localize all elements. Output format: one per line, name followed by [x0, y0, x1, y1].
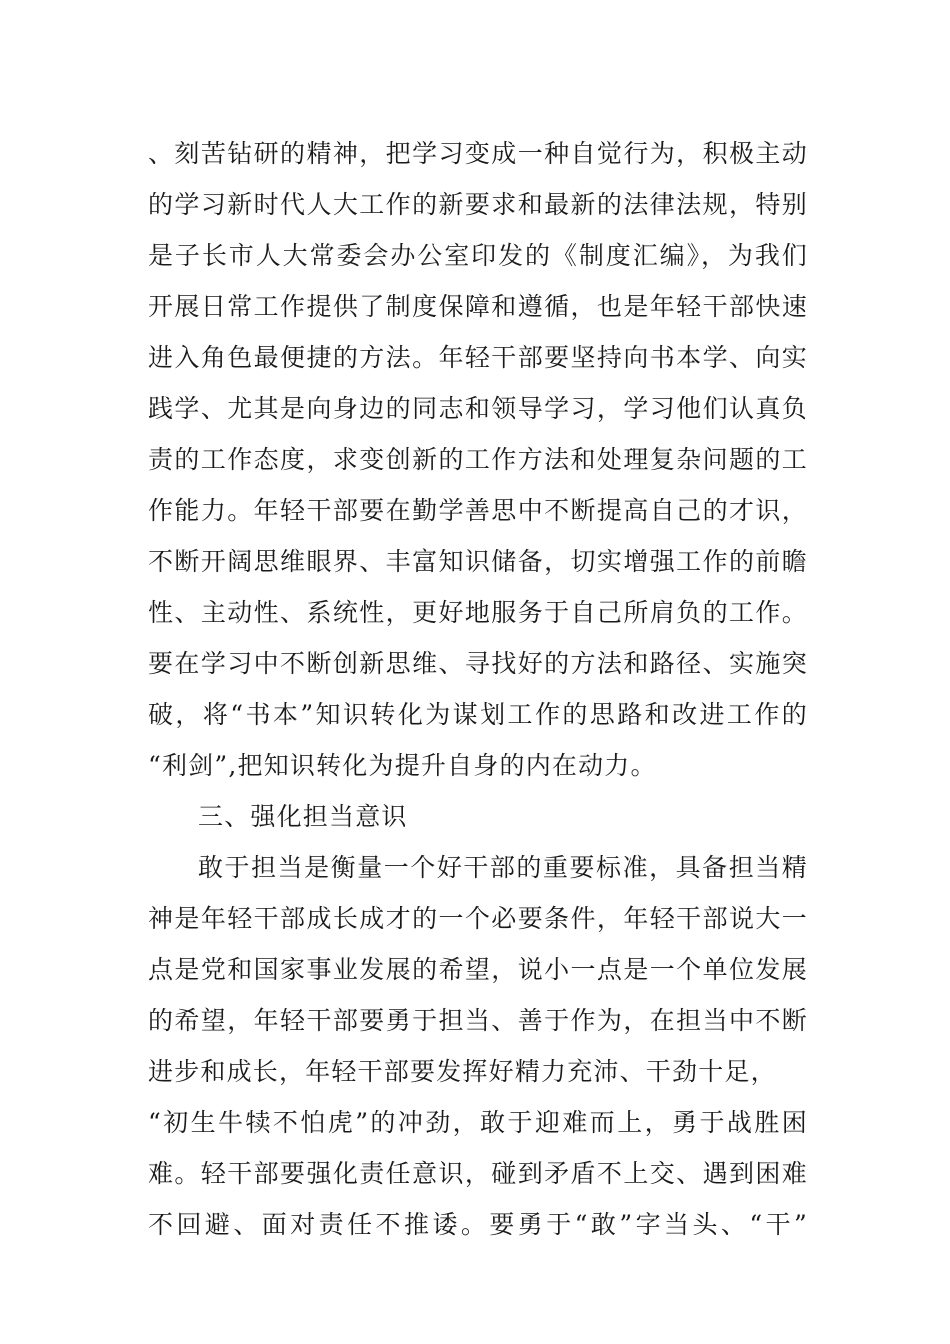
- paragraph-line: 难。轻干部要强化责任意识，碰到矛盾不上交、遇到困难: [148, 1159, 808, 1188]
- paragraph-line: 、刻苦钻研的精神，把学习变成一种自觉行为，积极主动: [148, 139, 808, 168]
- section-heading: 三、强化担当意识: [198, 802, 408, 831]
- paragraph-line: 的学习新时代人大工作的新要求和最新的法律法规，特别: [148, 190, 808, 219]
- paragraph-line: 敢于担当是衡量一个好干部的重要标准，具备担当精: [198, 853, 808, 882]
- paragraph-line: 作能力。年轻干部要在勤学善思中不断提高自己的才识，: [148, 496, 808, 525]
- paragraph-line: 点是党和国家事业发展的希望，说小一点是一个单位发展: [148, 955, 808, 984]
- paragraph-line: 性、主动性、系统性，更好地服务于自己所肩负的工作。: [148, 598, 808, 627]
- document-body: [148, 128, 808, 1250]
- paragraph-line: 进步和成长，年轻干部要发挥好精力充沛、干劲十足，: [148, 1057, 777, 1086]
- paragraph-line: 责的工作态度，求变创新的工作方法和处理复杂问题的工: [148, 445, 808, 474]
- paragraph-line: 开展日常工作提供了制度保障和遵循，也是年轻干部快速: [148, 292, 808, 321]
- paragraph-line: 神是年轻干部成长成才的一个必要条件，年轻干部说大一: [148, 904, 808, 933]
- paragraph-line: “初生牛犊不怕虎”的冲劲，敢于迎难而上，勇于战胜困: [148, 1108, 808, 1137]
- paragraph-line: 是子长市人大常委会办公室印发的《制度汇编》，为我们: [148, 241, 808, 270]
- paragraph-line: 践学、尤其是向身边的同志和领导学习，学习他们认真负: [148, 394, 808, 423]
- paragraph-line: 的希望，年轻干部要勇于担当、善于作为，在担当中不断: [148, 1006, 808, 1035]
- paragraph-line: 不回避、面对责任不推诿。要勇于“敢”字当头、“干”: [148, 1210, 808, 1239]
- paragraph-line: 进入角色最便捷的方法。年轻干部要坚持向书本学、向实: [148, 343, 808, 372]
- paragraph-line: 不断开阔思维眼界、丰富知识储备，切实增强工作的前瞻: [148, 547, 808, 576]
- paragraph-line: 破，将“书本”知识转化为谋划工作的思路和改进工作的: [148, 700, 808, 729]
- paragraph-line: 要在学习中不断创新思维、寻找好的方法和路径、实施突: [148, 649, 808, 678]
- paragraph-line: “利剑”,把知识转化为提升自身的内在动力。: [148, 751, 657, 780]
